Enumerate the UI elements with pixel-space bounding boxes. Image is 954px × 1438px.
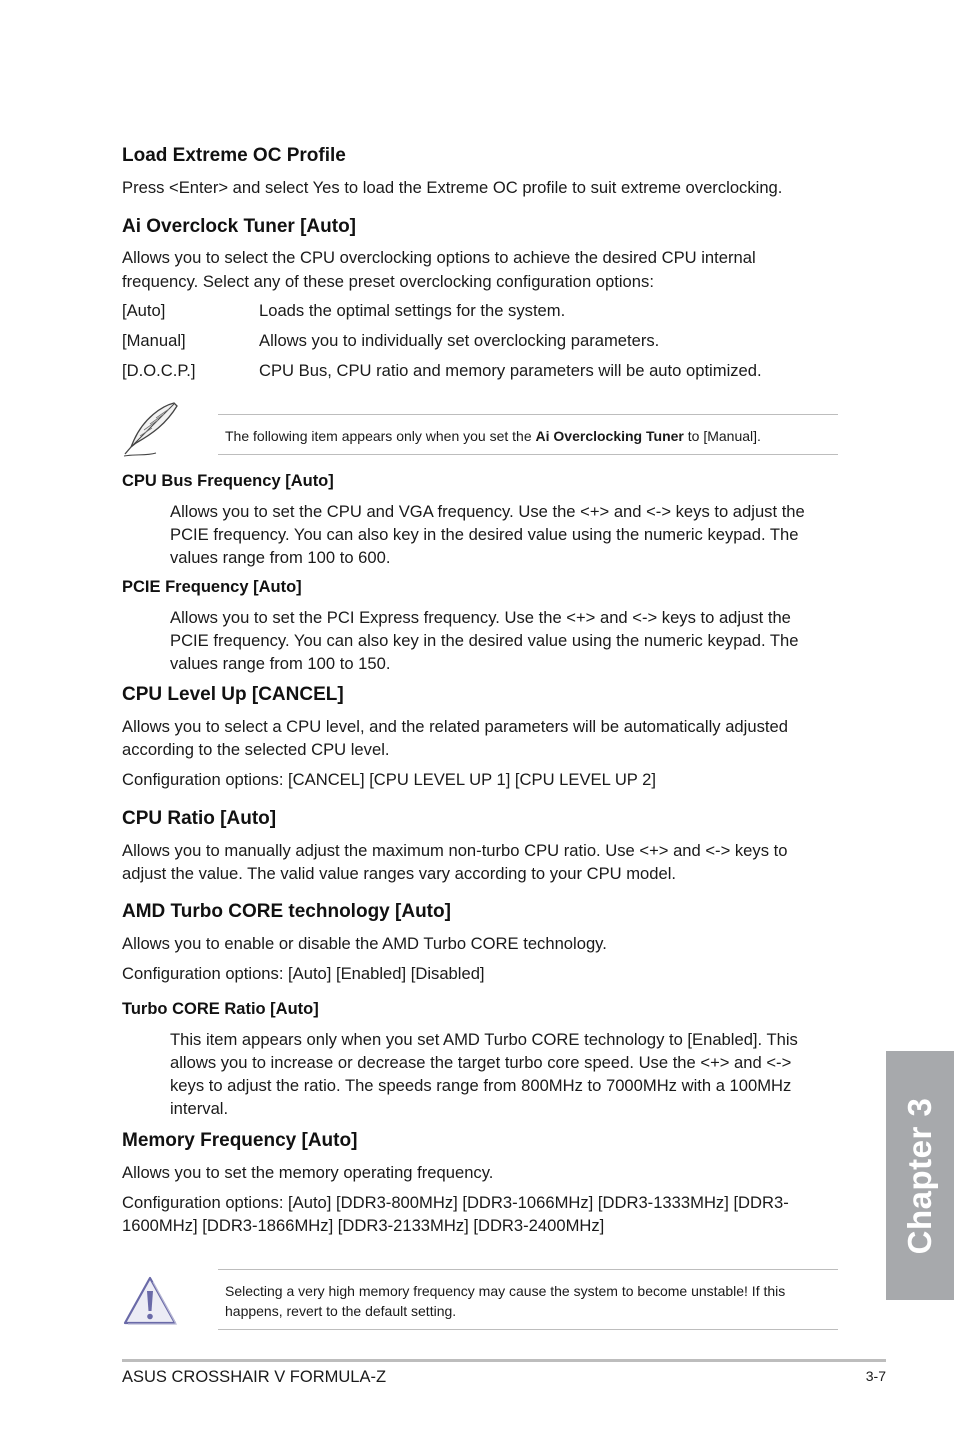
note-text-before: The following item appears only when you set the (225, 428, 536, 444)
heading-pcie-frequency: PCIE Frequency [Auto] (122, 578, 302, 596)
note-text-ai-tuner (225, 426, 761, 446)
memory-config-options-line: 1600MHz] [DDR3-1866MHz] [DDR3-2133MHz] [DDR3-2400MHz] (122, 1216, 605, 1235)
heading-amd-turbo-core: AMD Turbo CORE technology [Auto] (122, 901, 451, 922)
memory-description: Allows you to set the memory operating frequency. (122, 1163, 494, 1182)
cpu-level-description-line: according to the selected CPU level. (122, 740, 390, 759)
heading-cpu-level-up: CPU Level Up [CANCEL] (122, 684, 344, 705)
heading-turbo-core-ratio: Turbo CORE Ratio [Auto] (122, 1000, 319, 1018)
cpu-ratio-description-line: adjust the value. The valid value ranges vary according to your CPU model. (122, 864, 677, 883)
note-bottom-divider (218, 454, 838, 455)
option-desc-auto: Loads the optimal settings for the system. (259, 301, 566, 320)
warning-text-line: happens, revert to the default setting. (225, 1303, 457, 1319)
cpu-bus-description-line: PCIE frequency. You can also key in the desired value using the numeric keypad. The (170, 525, 799, 544)
amd-turbo-config-options: Configuration options: [Auto] [Enabled] [Disabled] (122, 964, 485, 983)
ai-tuner-description-line: frequency. Select any of these preset overclocking configuration options: (122, 272, 654, 291)
heading-memory-frequency: Memory Frequency [Auto] (122, 1130, 358, 1151)
chapter-tab-label: Chapter 3 (901, 1097, 938, 1254)
chapter-tab (886, 1051, 954, 1300)
cpu-level-config-options: Configuration options: [CANCEL] [CPU LEVEL UP 1] [CPU LEVEL UP 2] (122, 770, 657, 789)
note-text-after: to [Manual]. (683, 428, 761, 444)
turbo-ratio-description-line: This item appears only when you set AMD Turbo CORE technology to [Enabled]. This (170, 1030, 798, 1049)
memory-config-options-line: Configuration options: [Auto] [DDR3-800MHz] [DDR3-1066MHz] [DDR3-1333MHz] [DDR3- (122, 1193, 789, 1212)
warning-triangle-icon (122, 1274, 178, 1328)
pcie-description-line: values range from 100 to 150. (170, 654, 391, 673)
heading-ai-overclock-tuner: Ai Overclock Tuner [Auto] (122, 216, 357, 237)
load-extreme-oc-description: Press <Enter> and select Yes to load the Extreme OC profile to suit extreme overclocking. (122, 178, 783, 197)
cpu-ratio-description-line: Allows you to manually adjust the maximum non-turbo CPU ratio. Use <+> and <-> keys to (122, 841, 788, 860)
turbo-ratio-description-line: allows you to increase or decrease the target turbo core speed. Use the <+> and <-> (170, 1053, 792, 1072)
amd-turbo-description: Allows you to enable or disable the AMD Turbo CORE technology. (122, 934, 607, 953)
cpu-level-description-line: Allows you to select a CPU level, and the related parameters will be automatically adjusted (122, 717, 788, 736)
warning-top-divider (218, 1269, 838, 1270)
ai-tuner-description-line: Allows you to select the CPU overclocking options to achieve the desired CPU internal (122, 248, 756, 267)
option-key-manual: [Manual] (122, 331, 186, 350)
pcie-description-line: Allows you to set the PCI Express frequency. Use the <+> and <-> keys to adjust the (170, 608, 791, 627)
option-desc-docp: CPU Bus, CPU ratio and memory parameters will be auto optimized. (259, 361, 762, 380)
turbo-ratio-description-line: keys to adjust the ratio. The speeds range from 800MHz to 7000MHz with a 100MHz (170, 1076, 792, 1095)
option-key-auto: [Auto] (122, 301, 166, 320)
note-top-divider (218, 414, 838, 415)
heading-load-extreme-oc-profile: Load Extreme OC Profile (122, 145, 346, 166)
note-text-bold: Ai Overclocking Tuner (535, 428, 684, 444)
option-key-docp: [D.O.C.P.] (122, 361, 196, 380)
warning-text-line: Selecting a very high memory frequency may cause the system to become unstable! If this (225, 1283, 786, 1299)
footer-page-number: 3-7 (865, 1368, 886, 1384)
cpu-bus-description-line: values range from 100 to 600. (170, 548, 391, 567)
feather-pen-icon (122, 400, 180, 458)
option-desc-manual: Allows you to individually set overclocking parameters. (259, 331, 660, 350)
cpu-bus-description-line: Allows you to set the CPU and VGA frequency. Use the <+> and <-> keys to adjust the (170, 502, 805, 521)
heading-cpu-ratio: CPU Ratio [Auto] (122, 808, 277, 829)
footer-divider (122, 1359, 886, 1362)
footer-product-name: ASUS CROSSHAIR V FORMULA-Z (122, 1368, 387, 1386)
turbo-ratio-description-line: interval. (170, 1099, 229, 1118)
heading-cpu-bus-frequency: CPU Bus Frequency [Auto] (122, 472, 334, 490)
warning-bottom-divider (218, 1329, 838, 1330)
pcie-description-line: PCIE frequency. You can also key in the desired value using the numeric keypad. The (170, 631, 799, 650)
